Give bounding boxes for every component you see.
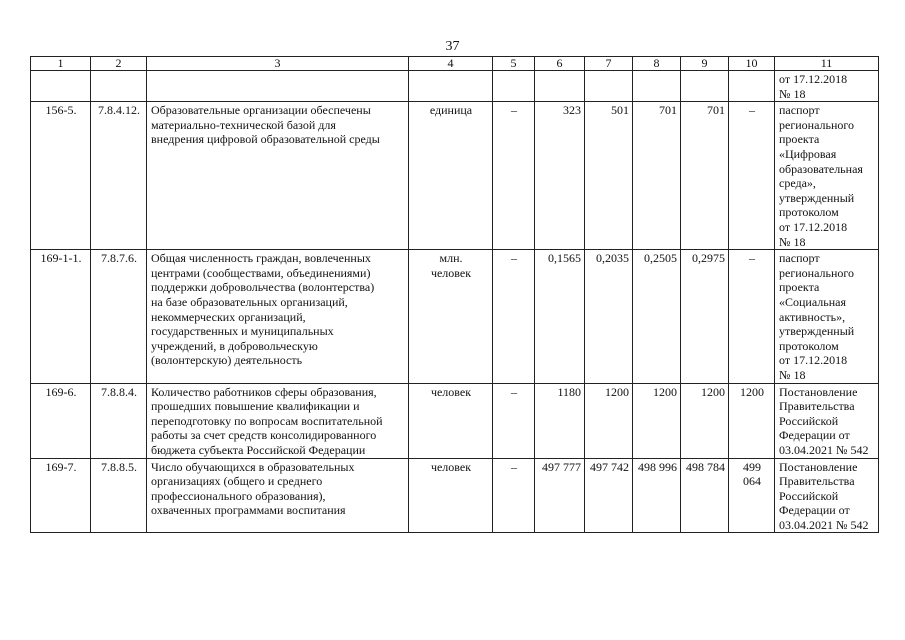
source-document-cell-line: «Цифровая [779, 146, 837, 161]
indicator-name-cell [147, 250, 409, 383]
value-cell-7: 497 742 [585, 458, 633, 533]
unit-cell-line: человек [430, 459, 472, 474]
value-cell-7: 0,2035 [585, 250, 633, 383]
source-document-cell-line: образовательная [779, 161, 863, 176]
table-row [31, 102, 879, 250]
value-cell-5: – [493, 458, 535, 533]
value-cell-10: 1200 [729, 383, 775, 458]
value-cell-10 [729, 71, 775, 102]
source-document-cell-line: регионального [779, 265, 855, 280]
unit-cell-line: человек [430, 384, 472, 399]
value-cell-6: 0,1565 [535, 250, 585, 383]
column-header-5: 5 [493, 57, 535, 71]
page-number: 37 [445, 39, 460, 54]
source-document-cell [775, 250, 879, 383]
value-cell-8: 0,2505 [633, 250, 681, 383]
indicator-name-cell-line: учреждений, в добровольческую [151, 338, 318, 353]
source-document-cell-line: Постановление [779, 384, 858, 399]
value-cell-6: 1180 [535, 383, 585, 458]
source-document-cell-line: Правительства [779, 399, 855, 414]
value-cell-10: 499 064 [729, 458, 775, 533]
source-document-cell-line: от 17.12.2018 [779, 72, 848, 86]
value-cell-6: 323 [535, 102, 585, 250]
row-number-cell [31, 71, 91, 102]
value-cell-9: 701 [681, 102, 729, 250]
value-cell-10: – [729, 102, 775, 250]
value-cell-8: 1200 [633, 383, 681, 458]
table-row [31, 250, 879, 383]
source-document-cell-line: 03.04.2021 № 542 [779, 442, 869, 457]
indicator-code-cell [91, 71, 147, 102]
indicator-name-cell-line: прошедших повышение квалификации и [151, 399, 360, 414]
value-cell-5 [493, 71, 535, 102]
column-header-1: 1 [31, 57, 91, 71]
source-document-cell-line: 03.04.2021 № 542 [779, 517, 869, 532]
value-cell-9 [681, 71, 729, 102]
row-number-cell: 169-1-1. [31, 250, 91, 383]
indicator-name-cell-line: на базе образовательных организаций, [151, 294, 348, 309]
table-row [31, 71, 879, 102]
source-document-cell [775, 383, 879, 458]
column-header-7: 7 [585, 57, 633, 71]
value-cell-5: – [493, 102, 535, 250]
indicator-name-cell-line: организациях (общего и среднего [151, 474, 323, 489]
source-document-cell-line: протоколом [779, 338, 839, 353]
source-document-cell-line: от 17.12.2018 [779, 219, 848, 234]
source-document-cell-line: активность», [779, 309, 846, 324]
indicator-code-cell: 7.8.4.12. [91, 102, 147, 250]
source-document-cell-line: утвержденный [779, 324, 855, 339]
value-cell-9: 498 784 [681, 458, 729, 533]
source-document-cell-line: среда», [779, 176, 816, 191]
indicator-name-cell [147, 102, 409, 250]
indicator-name-cell-line: материально-технической базой для [151, 117, 336, 132]
source-document-cell-line: Российской [779, 413, 839, 428]
source-document-cell-line: протоколом [779, 205, 839, 220]
value-cell-6: 497 777 [535, 458, 585, 533]
table-row [31, 383, 879, 458]
unit-cell-line: единица [429, 103, 473, 118]
value-cell-7: 1200 [585, 383, 633, 458]
value-cell-8: 701 [633, 102, 681, 250]
indicator-code-cell: 7.8.7.6. [91, 250, 147, 383]
source-document-cell-line: Постановление [779, 459, 858, 474]
column-header-9: 9 [681, 57, 729, 71]
indicator-name-cell-line: Образовательные организации обеспечены [151, 103, 371, 118]
source-document-cell-line: Федерации от [779, 428, 850, 443]
column-header-4: 4 [409, 57, 493, 71]
unit-cell [409, 71, 493, 102]
source-document-cell [775, 71, 879, 102]
indicator-name-cell-line: некоммерческих организаций, [151, 309, 306, 324]
value-cell-8 [633, 71, 681, 102]
value-cell-7: 501 [585, 102, 633, 250]
table-header-row [31, 57, 879, 71]
value-cell-5: – [493, 383, 535, 458]
unit-cell [409, 458, 493, 533]
source-document-cell-line: утвержденный [779, 190, 855, 205]
unit-cell [409, 102, 493, 250]
source-document-cell-line: регионального [779, 117, 855, 132]
unit-cell [409, 250, 493, 383]
source-document-cell-line: «Социальная [779, 294, 847, 309]
source-document-cell-line: № 18 [779, 234, 806, 249]
value-cell-8: 498 996 [633, 458, 681, 533]
source-document-cell-line: Российской [779, 488, 839, 503]
source-document-cell-line: Правительства [779, 474, 855, 489]
source-document-cell-line: № 18 [779, 367, 806, 382]
indicator-name-cell-line: профессионального образования), [151, 488, 326, 503]
value-cell-10: – [729, 250, 775, 383]
row-number-cell: 169-6. [31, 383, 91, 458]
indicator-name-cell [147, 383, 409, 458]
column-header-8: 8 [633, 57, 681, 71]
indicator-name-cell-line: центрами (сообществами, объединениями) [151, 265, 371, 280]
indicator-name-cell-line: (волонтерскую) деятельность [151, 353, 303, 368]
source-document-cell-line: проекта [779, 280, 820, 295]
indicator-name-cell-line: государственных и муниципальных [151, 324, 334, 339]
table-body [31, 57, 879, 533]
row-number-cell: 169-7. [31, 458, 91, 533]
source-document-cell-line: от 17.12.2018 [779, 353, 848, 368]
indicator-code-cell: 7.8.8.4. [91, 383, 147, 458]
source-document-cell-line: № 18 [779, 86, 806, 101]
value-cell-9: 0,2975 [681, 250, 729, 383]
unit-cell-line: человек [430, 265, 472, 280]
value-cell-9: 1200 [681, 383, 729, 458]
column-header-3: 3 [147, 57, 409, 71]
column-header-10: 10 [729, 57, 775, 71]
source-document-cell-line: проекта [779, 132, 820, 147]
source-document-cell-line: Федерации от [779, 503, 850, 518]
source-document-cell [775, 102, 879, 250]
source-document-cell-line: паспорт [779, 251, 820, 266]
table-row [31, 458, 879, 533]
indicator-name-cell-line: охваченных программами воспитания [151, 503, 346, 518]
column-header-11: 11 [775, 57, 879, 71]
indicator-name-cell-line: Количество работников сферы образования, [151, 384, 377, 399]
value-cell-6 [535, 71, 585, 102]
indicators-table [30, 56, 879, 533]
indicator-name-cell-line: бюджета субъекта Российской Федерации [151, 442, 366, 457]
indicator-name-cell [147, 71, 409, 102]
indicator-name-cell-line: Общая численность граждан, вовлеченных [151, 251, 371, 266]
unit-cell-line: млн. [439, 251, 463, 266]
column-header-2: 2 [91, 57, 147, 71]
value-cell-7 [585, 71, 633, 102]
source-document-cell-line: паспорт [779, 103, 820, 118]
indicator-name-cell [147, 458, 409, 533]
indicator-name-cell-line: работы за счет средств консолидированного [151, 428, 377, 443]
indicator-name-cell-line: переподготовку по вопросам воспитательной [151, 413, 383, 428]
indicator-name-cell-line: Число обучающихся в образовательных [151, 459, 355, 474]
value-cell-5: – [493, 250, 535, 383]
indicator-name-cell-line: внедрения цифровой образовательной среды [151, 132, 380, 147]
row-number-cell: 156-5. [31, 102, 91, 250]
indicator-code-cell: 7.8.8.5. [91, 458, 147, 533]
unit-cell [409, 383, 493, 458]
source-document-cell [775, 458, 879, 533]
column-header-6: 6 [535, 57, 585, 71]
indicator-name-cell-line: поддержки добровольчества (волонтерства) [151, 280, 375, 295]
